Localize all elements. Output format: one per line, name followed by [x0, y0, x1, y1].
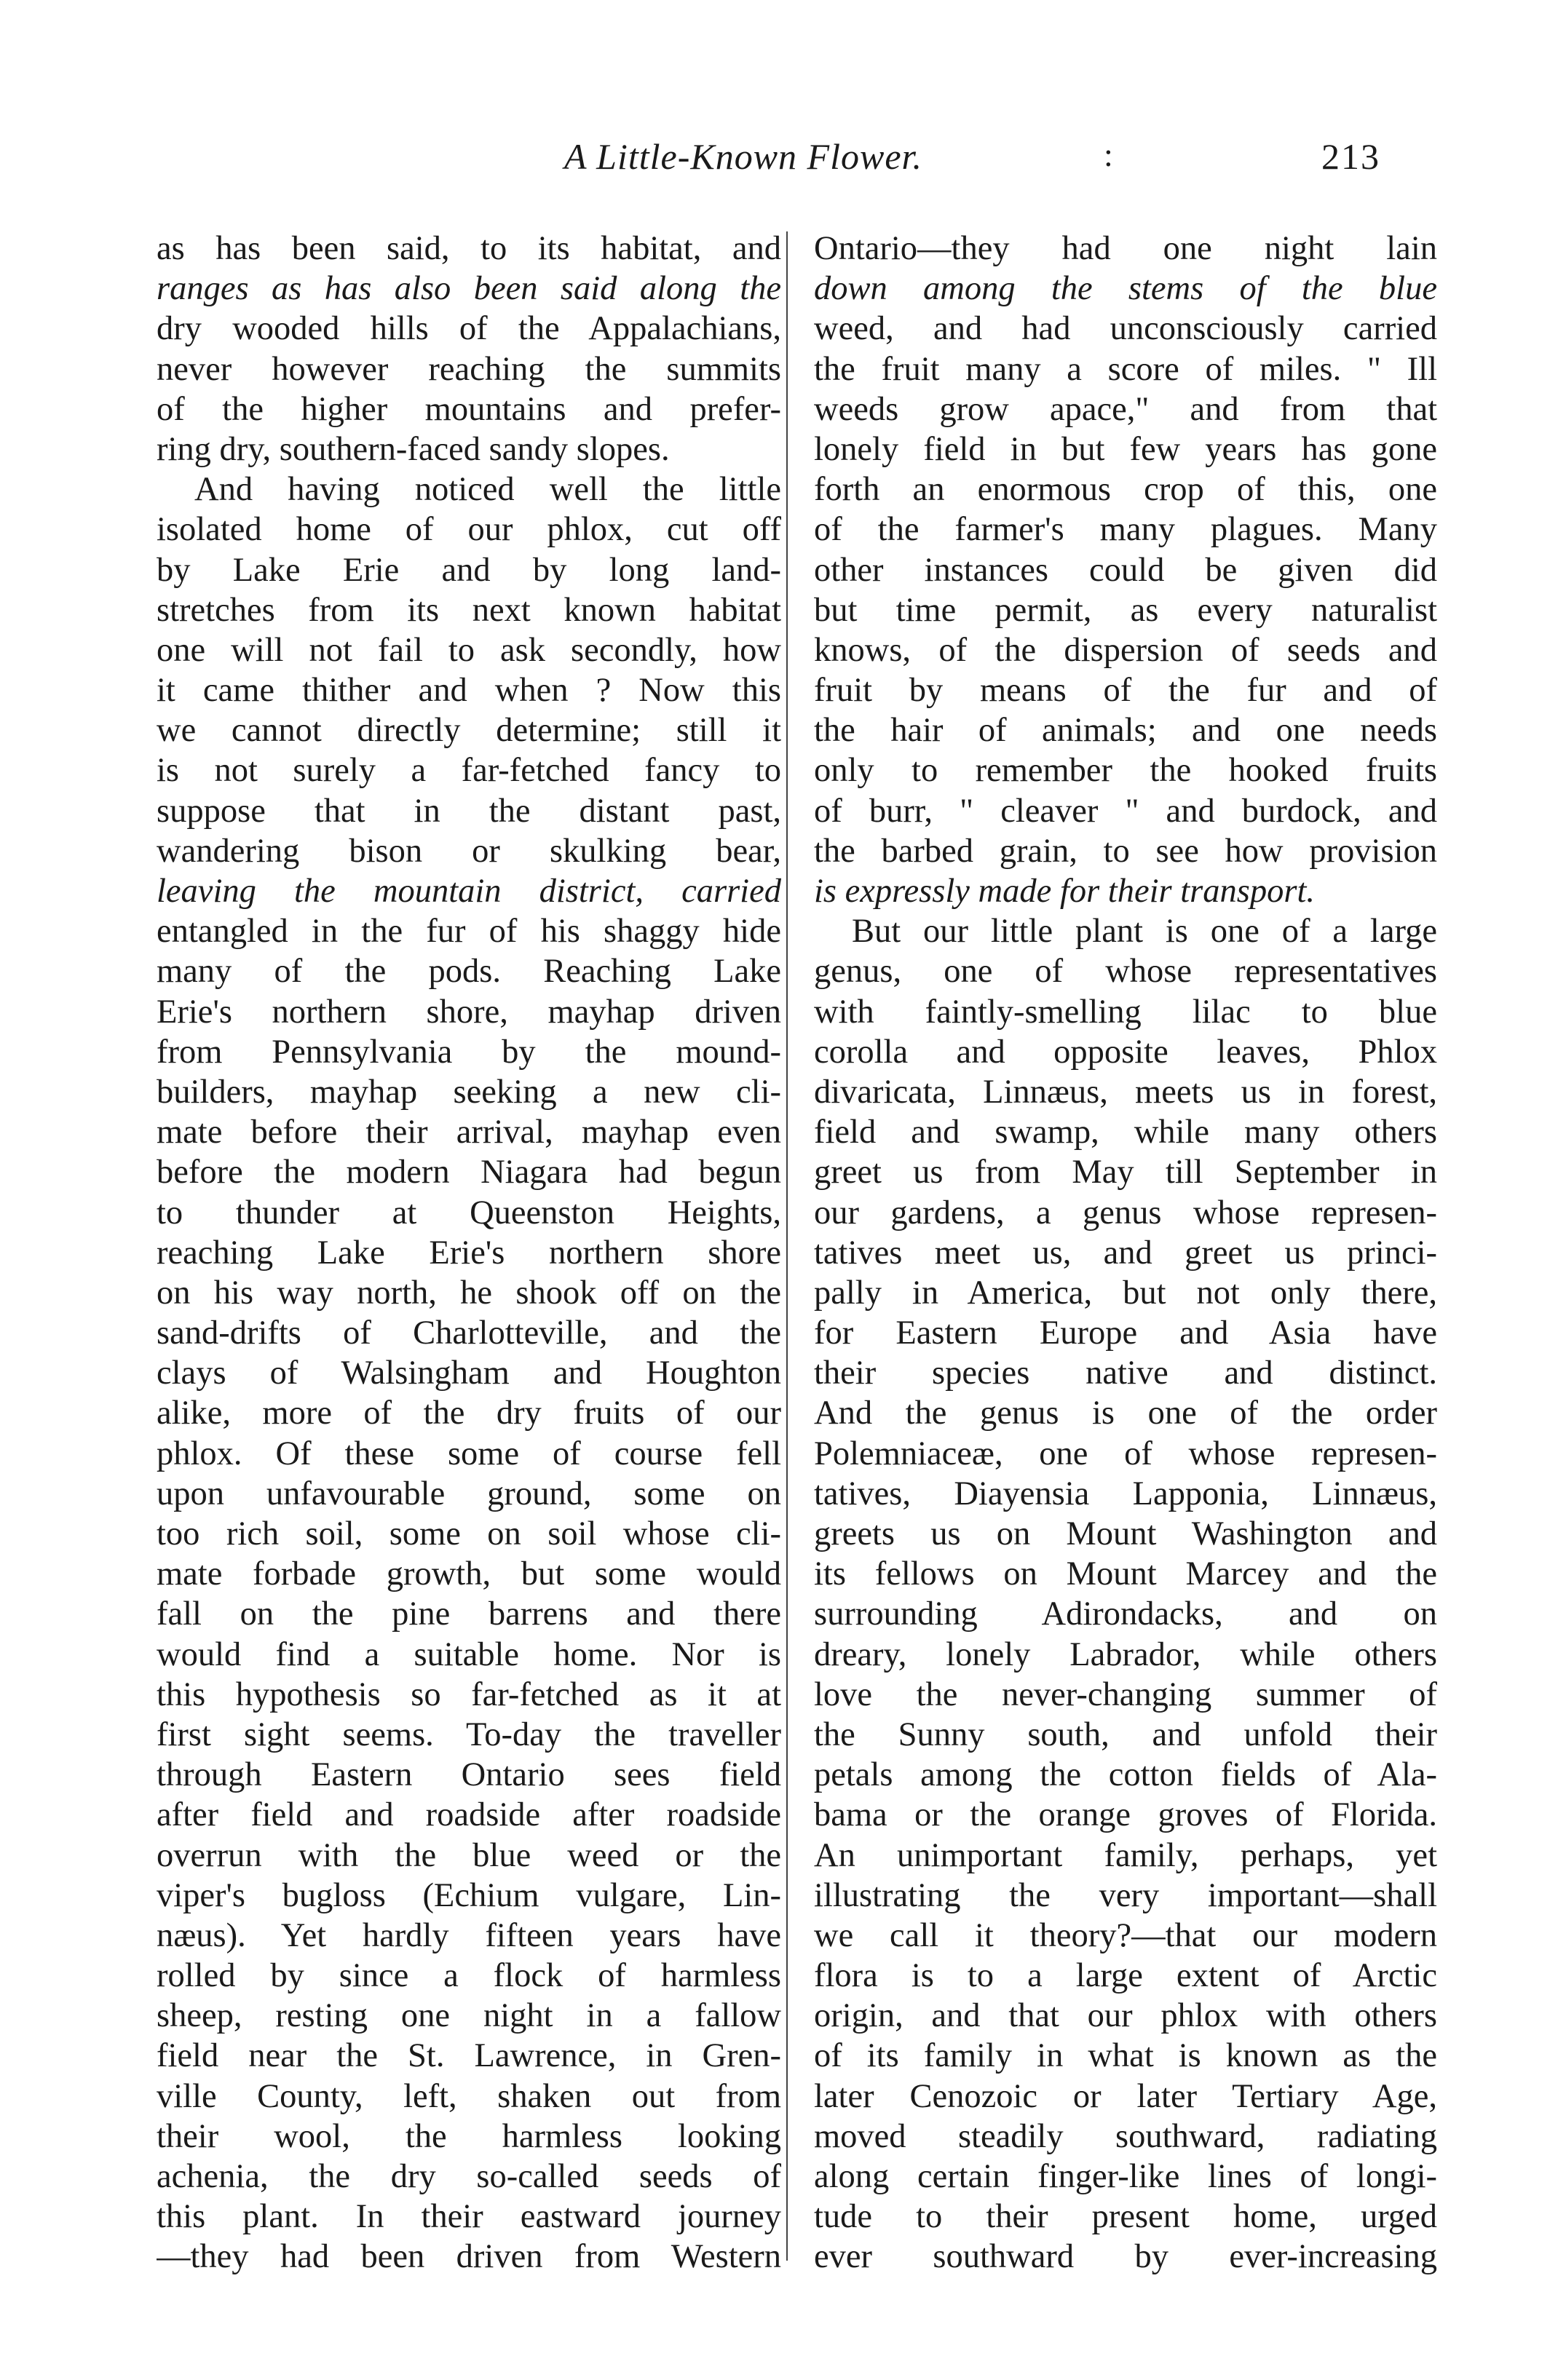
text-line: as has been said, to its habitat, and: [157, 230, 781, 267]
text-line: forth an enormous crop of this, one: [814, 471, 1437, 509]
text-line: their wool, the harmless looking: [157, 2117, 781, 2155]
text-line: clays of Walsingham and Houghton: [157, 1354, 781, 1392]
text-line: through Eastern Ontario sees field: [157, 1756, 781, 1794]
text-line: would find a suitable home. Nor is: [157, 1635, 781, 1673]
text-line: ranges as has also been said along the: [157, 270, 781, 308]
column-divider: [786, 231, 788, 2261]
text-line: of its family in what is known as the: [814, 2037, 1437, 2075]
text-line: But our little plant is one of a large: [852, 913, 1437, 951]
text-line: is not surely a far-fetched fancy to: [157, 752, 781, 790]
text-line: mate forbade growth, but some would: [157, 1555, 781, 1593]
text-line: genus, one of whose representatives: [814, 953, 1437, 991]
text-line: the Sunny south, and unfold their: [814, 1715, 1437, 1753]
text-line: fall on the pine barrens and there: [157, 1595, 781, 1633]
text-line: their species native and distinct.: [814, 1354, 1437, 1392]
text-line: is expressly made for their transport.: [814, 873, 1315, 910]
text-line: before the modern Niagara had begun: [157, 1154, 781, 1191]
text-line: phlox. Of these some of course fell: [157, 1435, 781, 1472]
text-line: And the genus is one of the order: [814, 1395, 1437, 1432]
text-line: alike, more of the dry fruits of our: [157, 1395, 781, 1432]
text-line: love the never-changing summer of: [814, 1675, 1437, 1713]
text-line: we cannot directly determine; still it: [157, 712, 781, 750]
text-line: but time permit, as every naturalist: [814, 591, 1437, 629]
text-line: bama or the orange groves of Florida.: [814, 1796, 1437, 1834]
text-line: surrounding Adirondacks, and on: [814, 1595, 1437, 1633]
text-line: only to remember the hooked fruits: [814, 752, 1437, 790]
text-line: builders, mayhap seeking a new cli-: [157, 1073, 781, 1111]
text-line: origin, and that our phlox with others: [814, 1997, 1437, 2035]
text-line: petals among the cotton fields of Ala-: [814, 1756, 1437, 1794]
text-line: sand-drifts of Charlotteville, and the: [157, 1314, 781, 1352]
text-line: weeds grow apace," and from that: [814, 390, 1437, 428]
text-line: for Eastern Europe and Asia have: [814, 1314, 1437, 1352]
running-title: A Little-Known Flower.: [564, 136, 922, 177]
left-text-column: [157, 229, 781, 2277]
text-line: rolled by since a flock of harmless: [157, 1957, 781, 1995]
text-line: along certain finger-like lines of longi-: [814, 2158, 1437, 2195]
text-line: many of the pods. Reaching Lake: [157, 953, 781, 991]
text-line: greets us on Mount Washington and: [814, 1515, 1437, 1552]
text-line: entangled in the fur of his shaggy hide: [157, 913, 781, 951]
text-line: later Cenozoic or later Tertiary Age,: [814, 2077, 1437, 2115]
text-line: lonely field in but few years has gone: [814, 430, 1437, 468]
text-line: upon unfavourable ground, some on: [157, 1475, 781, 1512]
text-line: divaricata, Linnæus, meets us in forest,: [814, 1073, 1437, 1111]
text-line: field near the St. Lawrence, in Gren-: [157, 2037, 781, 2075]
text-line: ville County, left, shaken out from: [157, 2077, 781, 2115]
text-line: wandering bison or skulking bear,: [157, 832, 781, 870]
text-line: of burr, " cleaver " and burdock, and: [814, 792, 1437, 830]
text-line: stretches from its next known habitat: [157, 591, 781, 629]
text-line: tatives meet us, and greet us princi-: [814, 1234, 1437, 1272]
text-line: on his way north, he shook off on the: [157, 1274, 781, 1312]
text-line: Polemniaceæ, one of whose represen-: [814, 1435, 1437, 1472]
text-line: flora is to a large extent of Arctic: [814, 1957, 1437, 1995]
text-line: first sight seems. To-day the traveller: [157, 1715, 781, 1753]
text-line: illustrating the very important—shall: [814, 1876, 1437, 1914]
text-line: field and swamp, while many others: [814, 1114, 1437, 1151]
text-line: dreary, lonely Labrador, while others: [814, 1635, 1437, 1673]
text-line: greet us from May till September in: [814, 1154, 1437, 1191]
text-line: tatives, Diayensia Lapponia, Linnæus,: [814, 1475, 1437, 1512]
text-line: to thunder at Queenston Heights,: [157, 1194, 781, 1231]
text-line: it came thither and when ? Now this: [157, 672, 781, 710]
text-line: mate before their arrival, mayhap even: [157, 1114, 781, 1151]
text-line: dry wooded hills of the Appalachians,: [157, 310, 781, 348]
text-line: other instances could be given did: [814, 551, 1437, 589]
text-line: we call it theory?—that our modern: [814, 1916, 1437, 1954]
text-line: with faintly-smelling lilac to blue: [814, 993, 1437, 1031]
text-line: overrun with the blue weed or the: [157, 1836, 781, 1874]
text-line: ring dry, southern-faced sandy slopes.: [157, 430, 670, 468]
text-line: reaching Lake Erie's northern shore: [157, 1234, 781, 1272]
text-line: suppose that in the distant past,: [157, 792, 781, 830]
text-line: isolated home of our phlox, cut off: [157, 511, 781, 549]
text-line: the barbed grain, to see how provision: [814, 832, 1437, 870]
text-line: corolla and opposite leaves, Phlox: [814, 1033, 1437, 1071]
text-line: this plant. In their eastward journey: [157, 2198, 781, 2236]
text-line: weed, and had unconsciously carried: [814, 310, 1437, 348]
text-line: næus). Yet hardly fifteen years have: [157, 1916, 781, 1954]
text-line: from Pennsylvania by the mound-: [157, 1033, 781, 1071]
text-line: the hair of animals; and one needs: [814, 712, 1437, 750]
text-line: of the higher mountains and prefer-: [157, 390, 781, 428]
text-line: achenia, the dry so-called seeds of: [157, 2158, 781, 2195]
text-line: never however reaching the summits: [157, 350, 781, 388]
text-line: fruit by means of the fur and of: [814, 672, 1437, 710]
text-line: Erie's northern shore, mayhap driven: [157, 993, 781, 1031]
text-line: of the farmer's many plagues. Many: [814, 511, 1437, 549]
text-line: its fellows on Mount Marcey and the: [814, 1555, 1437, 1593]
text-line: An unimportant family, perhaps, yet: [814, 1836, 1437, 1874]
text-line: by Lake Erie and by long land-: [157, 551, 781, 589]
text-line: the fruit many a score of miles. " Ill: [814, 350, 1437, 388]
text-line: knows, of the dispersion of seeds and: [814, 631, 1437, 669]
right-text-column: [814, 229, 1437, 2277]
text-line: down among the stems of the blue: [814, 270, 1437, 308]
text-line: pally in America, but not only there,: [814, 1274, 1437, 1312]
header-mark: :: [1104, 136, 1113, 173]
page-number: 213: [1321, 136, 1380, 177]
text-line: too rich soil, some on soil whose cli-: [157, 1515, 781, 1552]
text-line: moved steadily southward, radiating: [814, 2117, 1437, 2155]
text-line: sheep, resting one night in a fallow: [157, 1997, 781, 2035]
text-line: ever southward by ever-increasing: [814, 2238, 1437, 2276]
text-line: one will not fail to ask secondly, how: [157, 631, 781, 669]
text-line: viper's bugloss (Echium vulgare, Lin-: [157, 1876, 781, 1914]
text-line: this hypothesis so far-fetched as it at: [157, 1675, 781, 1713]
text-line: And having noticed well the little: [194, 471, 781, 509]
text-line: leaving the mountain district, carried: [157, 873, 781, 910]
text-line: —they had been driven from Western: [157, 2238, 781, 2276]
text-line: after field and roadside after roadside: [157, 1796, 781, 1834]
text-line: tude to their present home, urged: [814, 2198, 1437, 2236]
text-line: Ontario—they had one night lain: [814, 230, 1437, 267]
text-line: our gardens, a genus whose represen-: [814, 1194, 1437, 1231]
page-header: [0, 135, 1566, 194]
